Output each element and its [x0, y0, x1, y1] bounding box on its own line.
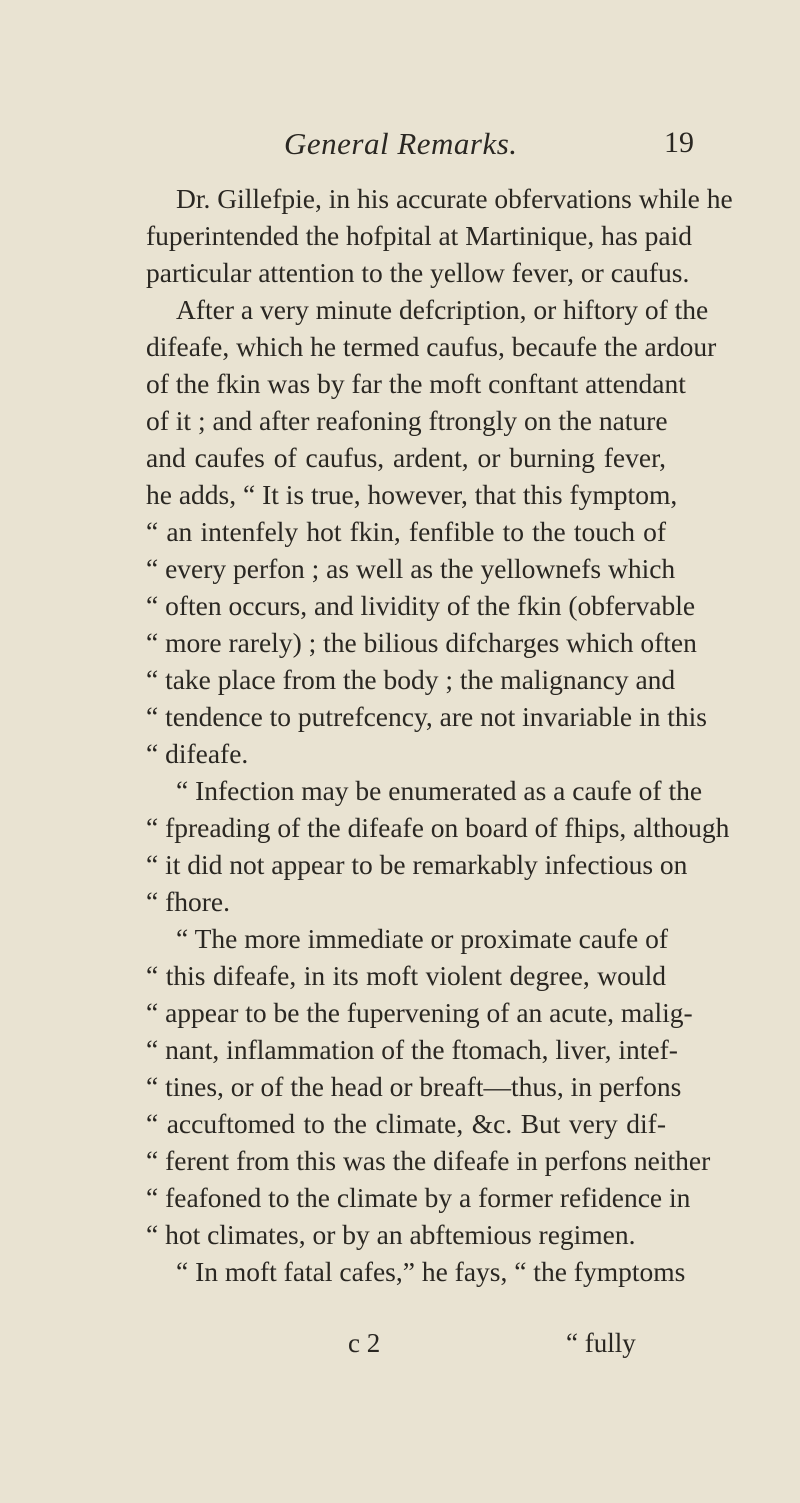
text-line: “ tendence to putrefcency, are not invariable in this — [146, 701, 707, 732]
text-line: difeafe, which he termed caufus, becaufe the ardour — [146, 331, 717, 362]
text-line: “ every perfon ; as well as the yellownefs which — [146, 553, 676, 584]
text-line: fuperintended the hofpital at Martinique, has paid — [146, 220, 693, 251]
text-line: “ hot climates, or by an abftemious regimen. — [146, 1219, 636, 1250]
text-line: he adds, “ It is true, however, that this fymptom, — [146, 479, 678, 510]
text-line: “ The more immediate or proximate caufe of — [176, 923, 668, 954]
text-line: “ often occurs, and lividity of the fkin (obfervable — [146, 590, 696, 621]
text-line: “ appear to be the fupervening of an acute, malig- — [146, 997, 693, 1028]
text-line: “ this difeafe, in its moft violent degree, would — [146, 960, 666, 991]
text-line: and caufes of caufus, ardent, or burning fever, — [146, 442, 666, 473]
text-line: “ In moft fatal cafes,” he fays, “ the fymptoms — [176, 1256, 686, 1287]
text-line: “ Infection may be enumerated as a caufe of the — [176, 775, 703, 806]
text-line: “ an intenfely hot fkin, fenfible to the touch of — [146, 516, 666, 547]
page-footer — [0, 1328, 800, 1368]
text-line: “ take place from the body ; the malignancy and — [146, 664, 676, 695]
catchword: “ fully — [566, 1328, 636, 1358]
text-line: “ fhore. — [146, 886, 230, 917]
text-line: particular attention to the yellow fever, or caufus. — [146, 257, 690, 288]
text-line: After a very minute defcription, or hiftory of the — [176, 294, 709, 325]
text-line: of the fkin was by far the moft conftant attendant — [146, 368, 686, 399]
page-number: 19 — [664, 126, 694, 159]
text-line: “ more rarely) ; the bilious difcharges which often — [146, 627, 697, 658]
text-line: “ it did not appear to be remarkably infectious on — [146, 849, 688, 880]
signature-mark: c 2 — [348, 1328, 381, 1358]
running-head: General Remarks. — [284, 126, 518, 161]
text-line: “ ferent from this was the difeafe in perfons neither — [146, 1145, 711, 1176]
text-line: “ difeafe. — [146, 738, 249, 769]
text-line: of it ; and after reafoning ftrongly on the nature — [146, 405, 668, 436]
text-line: “ feafoned to the climate by a former refidence in — [146, 1182, 691, 1213]
text-line: Dr. Gillefpie, in his accurate obfervations while he — [176, 183, 733, 214]
text-line: “ nant, inflammation of the ftomach, liver, intef- — [146, 1034, 678, 1065]
body-text — [146, 180, 733, 1290]
text-line: “ tines, or of the head or breaft—thus, in perfons — [146, 1071, 682, 1102]
text-line: “ accuftomed to the climate, &c. But very dif- — [146, 1108, 666, 1139]
page-header — [0, 120, 800, 166]
text-line: “ fpreading of the difeafe on board of fhips, although — [146, 812, 730, 843]
